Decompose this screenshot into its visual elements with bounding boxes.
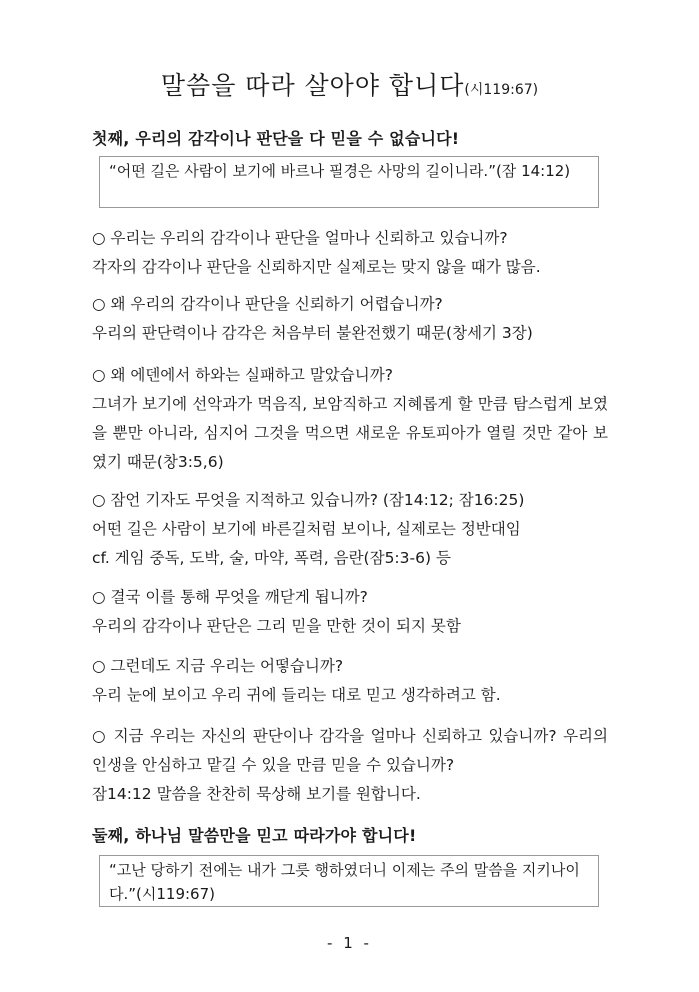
qa-item-4 xyxy=(92,486,608,573)
qa-answer: 어떤 길은 사람이 보기에 바른길처럼 보이나, 실제로는 정반대임 xyxy=(92,520,521,538)
qa-question: ○ 왜 에덴에서 하와는 실패하고 말았습니까? xyxy=(92,366,393,384)
title-main: 말씀을 따라 살아야 합니다 xyxy=(160,71,465,100)
qa-item-5 xyxy=(92,583,608,641)
qa-answer: 그녀가 보기에 선악과가 먹음직, 보암직하고 지혜롭게 할 만큼 탐스럽게 보였을 뿐만 아니라, 심지어 그것을 먹으면 새로운 유토피아가 열릴 것만 같아 보였기 때문(창3:5,6) xyxy=(92,395,608,471)
qa-question: ○ 그런데도 지금 우리는 어떻습니까? xyxy=(92,657,344,675)
qa-extra: cf. 게임 중독, 도박, 술, 마약, 폭력, 음란(잠5:3-6) 등 xyxy=(92,549,451,567)
qa-answer: 우리 눈에 보이고 우리 귀에 들리는 대로 믿고 생각하려고 함. xyxy=(92,686,501,704)
section1-heading: 첫째, 우리의 감각이나 판단을 다 믿을 수 없습니다! xyxy=(92,129,460,148)
qa-item-2 xyxy=(92,290,608,348)
qa-answer: 우리의 판단력이나 감각은 처음부터 불완전했기 때문(창세기 3장) xyxy=(92,324,533,342)
section1-quote-box xyxy=(99,156,599,208)
qa-item-1 xyxy=(92,224,608,282)
section2-heading: 둘째, 하나님 말씀만을 믿고 따라가야 합니다! xyxy=(92,826,417,845)
section1-quote-text: “어떤 길은 사람이 보기에 바르나 필경은 사망의 길이니라.”(잠 14:12) xyxy=(109,162,571,180)
page-number: - 1 - xyxy=(327,934,372,952)
qa-item-7 xyxy=(92,722,608,809)
title-reference: (시119:67) xyxy=(464,82,539,98)
page-title xyxy=(0,66,699,102)
qa-question: ○ 잠언 기자도 무엇을 지적하고 있습니까? (잠14:12; 잠16:25) xyxy=(92,491,525,509)
section2-quote-text: “고난 당하기 전에는 내가 그릇 행하였더니 이제는 주의 말씀을 지키나이다.”(시119:67) xyxy=(109,861,580,903)
qa-question: ○ 우리는 우리의 감각이나 판단을 얼마나 신뢰하고 있습니까? xyxy=(92,229,508,247)
section2-quote-box xyxy=(99,855,599,907)
qa-answer: 우리의 감각이나 판단은 그리 믿을 만한 것이 되지 못함 xyxy=(92,617,461,635)
qa-item-3 xyxy=(92,361,608,477)
qa-answer: 잠14:12 말씀을 찬찬히 묵상해 보기를 원합니다. xyxy=(92,785,421,803)
qa-question: ○ 지금 우리는 자신의 판단이나 감각을 얼마나 신뢰하고 있습니까? 우리의 인생을 안심하고 맡길 수 있을 만큼 믿을 수 있습니까? xyxy=(92,727,608,774)
qa-answer: 각자의 감각이나 판단을 신뢰하지만 실제로는 맞지 않을 때가 많음. xyxy=(92,258,541,276)
qa-item-6 xyxy=(92,652,608,710)
qa-question: ○ 결국 이를 통해 무엇을 깨닫게 됩니까? xyxy=(92,588,368,606)
qa-question: ○ 왜 우리의 감각이나 판단을 신뢰하기 어렵습니까? xyxy=(92,295,443,313)
